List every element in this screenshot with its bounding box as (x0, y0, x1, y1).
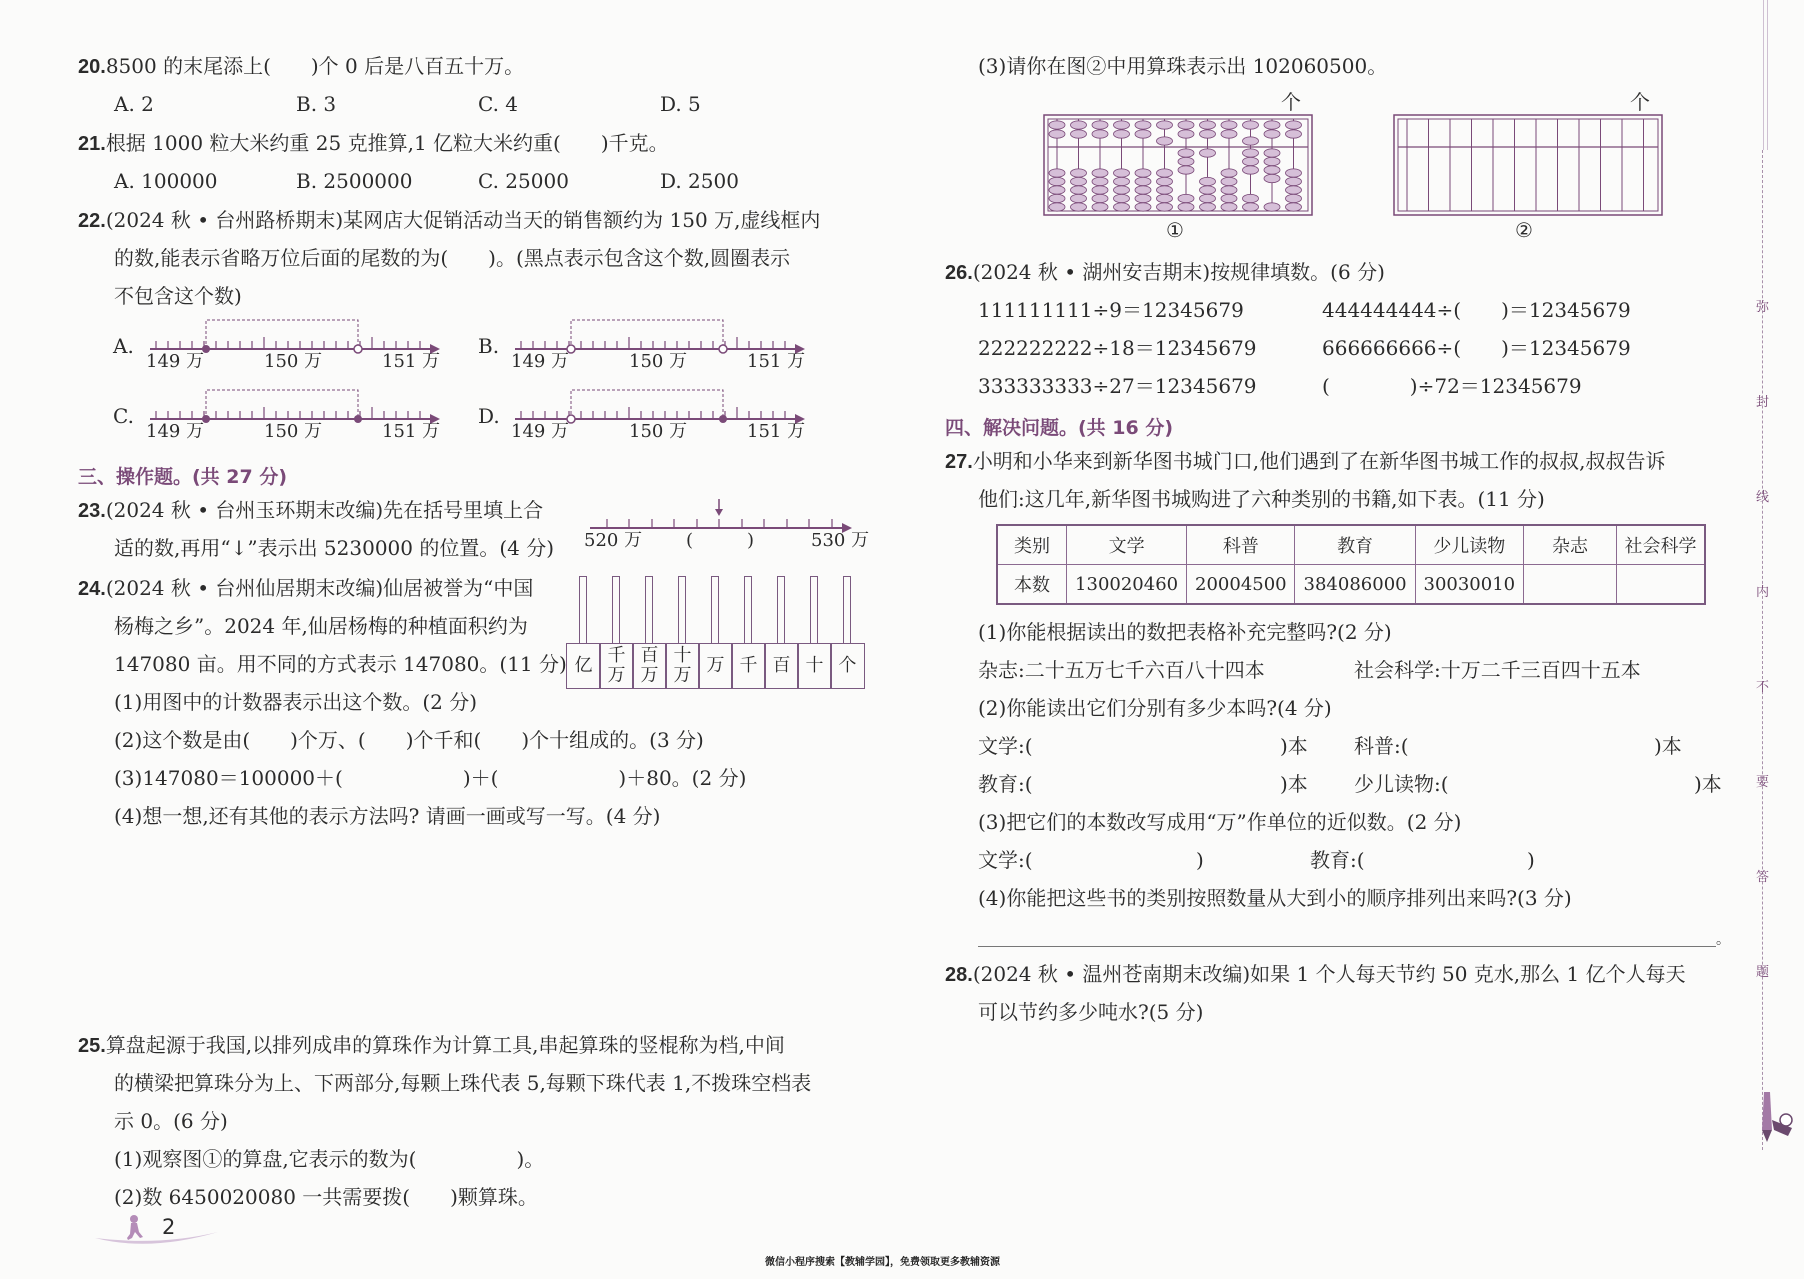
tick-149: 149 万 (511, 421, 570, 442)
answer-blank[interactable] (1420, 732, 1650, 758)
option-a[interactable]: A. 100000 (114, 169, 218, 193)
table-header-row (997, 525, 1705, 565)
question-text: 的横梁把算珠分为上、下两部分,每颗上珠代表 5,每颗下珠代表 1,不拨珠空档表 (114, 1071, 812, 1095)
question-number: 26. (945, 262, 973, 284)
question-26 (945, 262, 1385, 283)
sub-question: (3)请你在图②中用算珠表示出 102060500。 (978, 54, 1388, 78)
question-text: 的数,能表示省略万位后面的尾数的为( )。(黑点表示包含这个数,圆圈表示 (114, 246, 791, 270)
sub-question: (3)147080＝100000＋( )＋( )＋80。(2 分) (114, 766, 747, 790)
question-27 (945, 451, 1666, 472)
question-text: 适的数,再用“↓”表示出 5230000 的位置。(4 分) (114, 536, 555, 560)
question-text: 杨梅之乡”。2024 年,仙居杨梅的种植面积约为 (114, 614, 528, 638)
answer-end-mark: 。 (1716, 932, 1730, 948)
answer-blank[interactable] (1050, 846, 1190, 872)
question-22 (78, 210, 820, 231)
pattern-eq: 222222222÷18＝12345679 (978, 336, 1257, 360)
sub-question: (1)你能根据读出的数把表格补充完整吗?(2 分) (978, 620, 1392, 644)
sub-question: (2)你能读出它们分别有多少本吗?(4 分) (978, 696, 1332, 720)
answer-unit: )本 (1694, 772, 1722, 796)
question-number: 25. (78, 1035, 106, 1057)
counter-rod[interactable] (645, 576, 653, 644)
abacus-caption: ① (1166, 218, 1184, 242)
tick-149: 149 万 (146, 351, 205, 372)
tick-150: 150 万 (629, 351, 688, 372)
answer-area[interactable] (114, 840, 854, 1020)
question-25 (78, 1035, 785, 1056)
pattern-eq: 111111111÷9＝12345679 (978, 298, 1244, 322)
abacus-2[interactable] (1393, 114, 1663, 216)
ones-label: 个 (1630, 90, 1650, 114)
counter-label-qianwan: 千 万 (599, 643, 634, 689)
counter-rod[interactable] (744, 576, 752, 644)
axis-start-label: 520 万 (584, 530, 643, 551)
q23-number-line[interactable] (580, 495, 870, 535)
abacus-caption: ② (1515, 218, 1533, 242)
page-number-decoration (90, 1210, 230, 1250)
answer-line[interactable] (978, 946, 1716, 947)
question-text: (2024 秋 • 湖州安吉期末)按规律填数。(6 分) (972, 260, 1385, 284)
answer-label: 教育:( (1310, 848, 1365, 872)
answer-unit: )本 (1280, 734, 1308, 758)
answer-blank[interactable] (1050, 770, 1280, 796)
question-28 (945, 964, 1686, 985)
running-child-icon (127, 1215, 143, 1240)
pattern-eq-blank[interactable]: ( )÷72＝12345679 (1322, 374, 1582, 398)
clue-magazine: 杂志:二十五万七千六百八十四本 (978, 658, 1265, 682)
sub-question: (3)把它们的本数改写成用“万”作单位的近似数。(2 分) (978, 810, 1462, 834)
option-label-c[interactable]: C. (113, 404, 134, 428)
counter-label-shi: 十 (797, 643, 832, 689)
table-header-cell: 类别 (997, 525, 1067, 565)
number-line-a[interactable] (150, 320, 440, 354)
table-header-cell: 少儿读物 (1415, 525, 1523, 565)
counter-rod[interactable] (678, 576, 686, 644)
number-line-c[interactable] (150, 390, 440, 424)
question-text: 根据 1000 粒大米约重 25 克推算,1 亿粒大米约重( )千克。 (105, 131, 669, 155)
tick-150: 150 万 (264, 351, 323, 372)
question-number: 27. (945, 451, 973, 473)
table-row (997, 565, 1705, 605)
question-text: 他们:这几年,新华图书城购进了六种类别的书籍,如下表。(11 分) (978, 487, 1545, 511)
answer-unit: )本 (1654, 734, 1682, 758)
answer-close: ) (1527, 848, 1535, 872)
table-cell: 130020460 (1067, 565, 1187, 605)
table-cell-blank[interactable] (1523, 565, 1616, 605)
question-text: 8500 的末尾添上( )个 0 后是八百五十万。 (105, 54, 525, 78)
question-text: 小明和小华来到新华图书城门口,他们遇到了在新华图书城工作的叔叔,叔叔告诉 (972, 449, 1666, 473)
counter-label-yi: 亿 (566, 643, 601, 689)
clue-social-science: 社会科学:十万二千三百四十五本 (1354, 658, 1641, 682)
question-number: 20. (78, 56, 106, 78)
question-text: 不包含这个数) (114, 284, 242, 308)
place-value-counter[interactable] (566, 576, 866, 688)
table-cell-blank[interactable] (1616, 565, 1705, 605)
question-number: 28. (945, 964, 973, 986)
option-d[interactable]: D. 5 (660, 92, 701, 116)
table-header-cell: 教育 (1295, 525, 1415, 565)
number-line-b[interactable] (515, 320, 805, 354)
section-heading-3: 三、操作题。(共 27 分) (78, 466, 288, 488)
option-label-d[interactable]: D. (478, 404, 500, 428)
counter-label-ge: 个 (830, 643, 865, 689)
question-number: 21. (78, 133, 106, 155)
sub-question: (4)想一想,还有其他的表示方法吗? 请画一画或写一写。(4 分) (114, 804, 661, 828)
question-21 (78, 133, 669, 154)
counter-label-wan: 万 (698, 643, 733, 689)
answer-blank[interactable]: ( ) (686, 530, 755, 551)
answer-blank[interactable] (1460, 770, 1690, 796)
option-label-b[interactable]: B. (478, 334, 500, 358)
pattern-eq-blank[interactable]: 444444444÷( )＝12345679 (1322, 298, 1631, 322)
question-24 (78, 578, 533, 599)
answer-label: 科普:( (1354, 734, 1409, 758)
answer-unit: )本 (1280, 772, 1308, 796)
pattern-eq: 333333333÷27＝12345679 (978, 374, 1257, 398)
answer-blank[interactable] (1380, 846, 1520, 872)
footer-promo-text: 微信小程序搜索【教辅学园】，免费领取更多教辅资源 (765, 1257, 1000, 1268)
margin-char: 要 (1756, 775, 1770, 790)
answer-area[interactable] (978, 1040, 1718, 1220)
option-d[interactable]: D. 2500 (660, 169, 739, 193)
counter-rod[interactable] (612, 576, 620, 644)
binding-edge (1763, 0, 1768, 150)
tick-150: 150 万 (264, 421, 323, 442)
sub-question: (1)用图中的计数器表示出这个数。(2 分) (114, 690, 478, 714)
question-text: 示 0。(6 分) (114, 1109, 228, 1133)
question-20 (78, 56, 524, 77)
question-text: (2024 秋 • 台州仙居期末改编)仙居被誉为“中国 (105, 576, 534, 600)
tick-151: 151 万 (747, 351, 806, 372)
question-text: 147080 亩。用不同的方式表示 147080。(11 分) (114, 652, 567, 676)
tick-151: 151 万 (382, 421, 441, 442)
counter-label-shiwan: 十 万 (665, 643, 700, 689)
option-b[interactable]: B. 2500000 (296, 169, 413, 193)
tick-150: 150 万 (629, 421, 688, 442)
question-23 (78, 500, 543, 521)
question-number: 23. (78, 500, 106, 522)
answer-label: 文学:( (978, 848, 1033, 872)
counter-label-baiwan: 百 万 (632, 643, 667, 689)
option-c[interactable]: C. 25000 (478, 169, 569, 193)
tick-149: 149 万 (146, 421, 205, 442)
counter-label-qian: 千 (731, 643, 766, 689)
counter-rod[interactable] (810, 576, 818, 644)
margin-char: 封 (1756, 395, 1770, 410)
table-header-cell: 文学 (1067, 525, 1187, 565)
number-line-d[interactable] (515, 390, 805, 424)
margin-char: 题 (1756, 965, 1770, 980)
margin-char: 内 (1756, 585, 1770, 600)
tick-149: 149 万 (511, 351, 570, 372)
tick-151: 151 万 (382, 351, 441, 372)
table-header-cell: 社会科学 (1616, 525, 1705, 565)
answer-label: 教育:( (978, 772, 1033, 796)
option-c[interactable]: C. 4 (478, 92, 519, 116)
abacus-1 (1043, 114, 1313, 216)
down-arrow-icon (715, 499, 723, 516)
tick-151: 151 万 (747, 421, 806, 442)
counter-rod[interactable] (579, 576, 587, 644)
answer-close: ) (1196, 848, 1204, 872)
margin-char: 不 (1756, 680, 1770, 695)
margin-char: 弥 (1756, 300, 1770, 315)
sub-question: (2)这个数是由( )个万、( )个千和( )个十组成的。(3 分) (114, 728, 704, 752)
question-text: 可以节约多少吨水?(5 分) (978, 1000, 1204, 1024)
sub-question: (2)数 6450020080 一共需要拨( )颗算珠。 (114, 1185, 538, 1209)
table-cell: 20004500 (1187, 565, 1295, 605)
ones-label: 个 (1281, 90, 1301, 114)
option-label-a[interactable]: A. (113, 334, 134, 358)
answer-blank[interactable] (1050, 732, 1280, 758)
margin-char: 答 (1756, 870, 1770, 885)
counter-label-bai: 百 (764, 643, 799, 689)
q22-number-lines (100, 315, 820, 445)
answer-label: 文学:( (978, 734, 1033, 758)
counter-rod[interactable] (777, 576, 785, 644)
question-number: 24. (78, 578, 106, 600)
question-text: (2024 秋 • 台州玉环期末改编)先在括号里填上合 (105, 498, 544, 522)
question-text: (2024 秋 • 台州路桥期末)某网店大促销活动当天的销售额约为 150 万,虚线框内 (105, 208, 821, 232)
sub-question: (1)观察图①的算盘,它表示的数为( )。 (114, 1147, 545, 1171)
question-number: 22. (78, 210, 106, 232)
section-heading-4: 四、解决问题。(共 16 分) (945, 417, 1174, 439)
option-b[interactable]: B. 3 (296, 92, 337, 116)
table-cell: 本数 (997, 565, 1067, 605)
margin-char: 线 (1756, 490, 1770, 505)
question-text: 算盘起源于我国,以排列成串的算珠作为计算工具,串起算珠的竖棍称为档,中间 (105, 1033, 785, 1057)
question-text: (2024 秋 • 温州苍南期末改编)如果 1 个人每天节约 50 克水,那么 1 亿个人每天 (972, 962, 1686, 986)
table-cell: 30030010 (1415, 565, 1523, 605)
page-number: 2 (162, 1215, 176, 1239)
books-table (996, 524, 1706, 605)
table-header-cell: 杂志 (1523, 525, 1616, 565)
counter-rod[interactable] (843, 576, 851, 644)
pattern-eq-blank[interactable]: 666666666÷( )＝12345679 (1322, 336, 1631, 360)
axis-end-label: 530 万 (811, 530, 870, 551)
sub-question: (4)你能把这些书的类别按照数量从大到小的顺序排列出来吗?(3 分) (978, 886, 1572, 910)
table-cell: 384086000 (1295, 565, 1415, 605)
table-header-cell: 科普 (1187, 525, 1295, 565)
pencil-character-icon (1752, 1090, 1802, 1150)
answer-label: 少儿读物:( (1354, 772, 1449, 796)
counter-rod[interactable] (711, 576, 719, 644)
option-a[interactable]: A. 2 (114, 92, 154, 116)
